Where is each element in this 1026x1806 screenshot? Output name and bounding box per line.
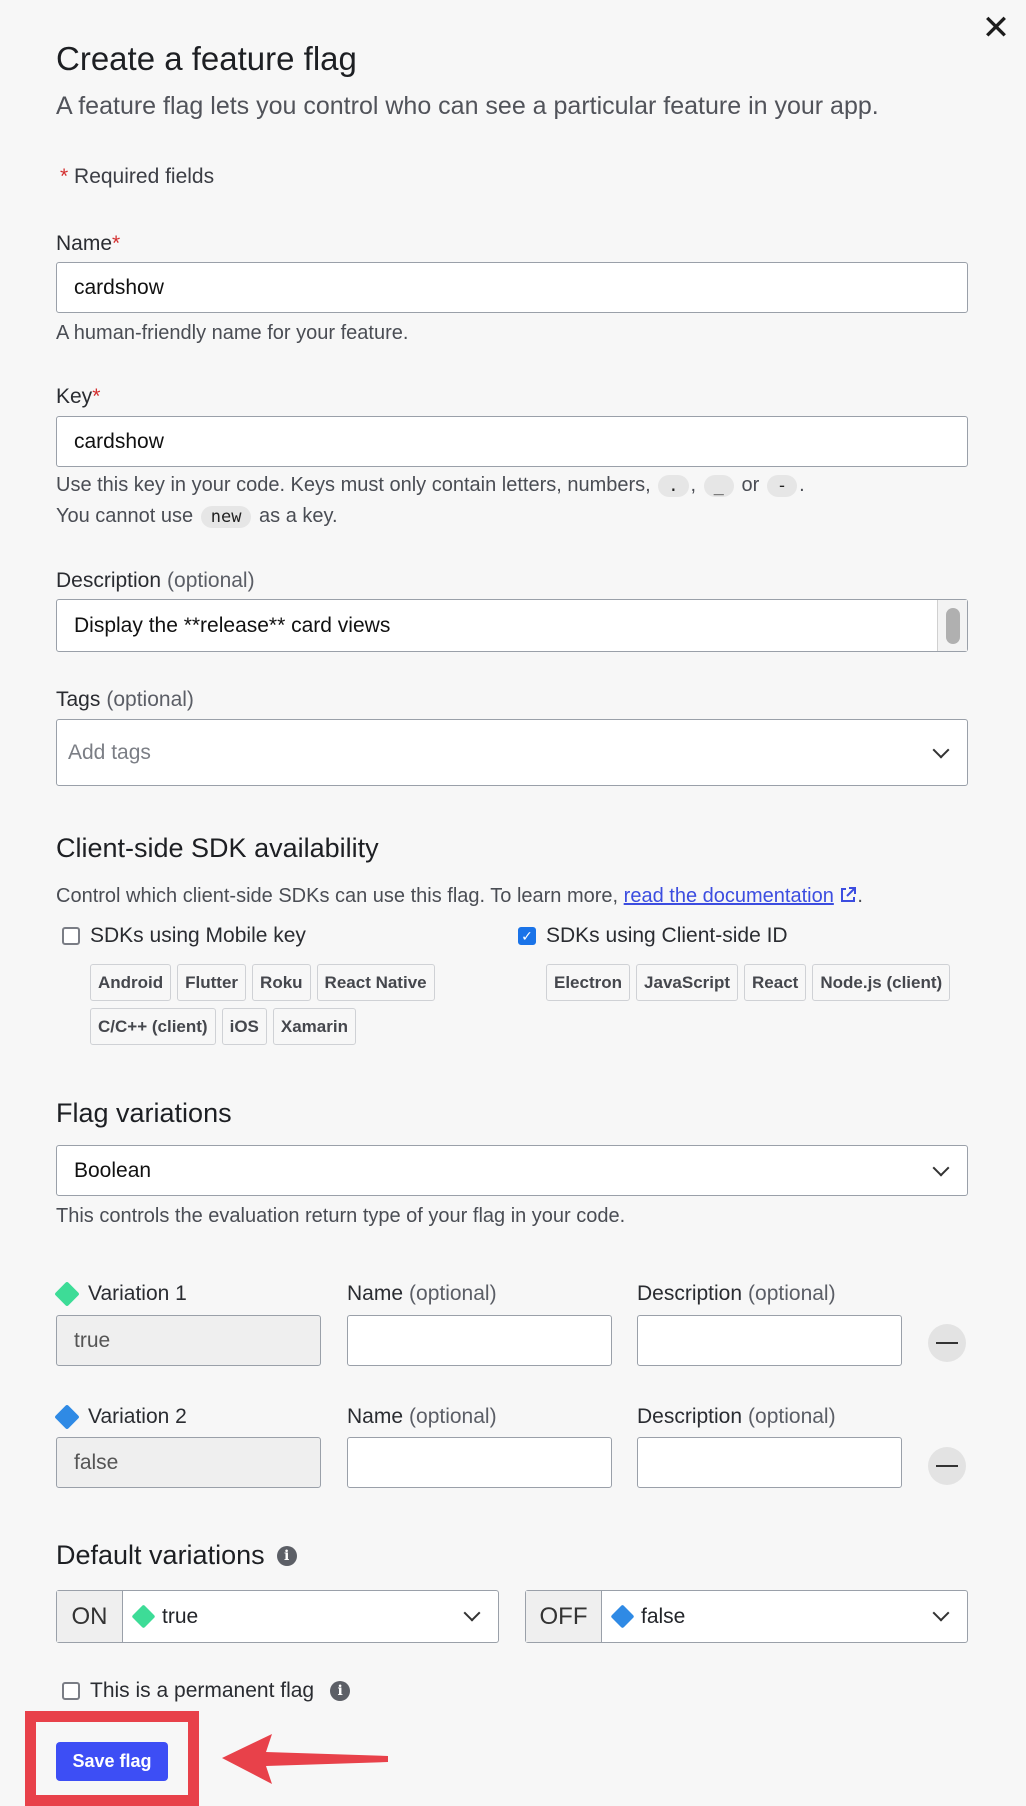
key-help-comma: , — [690, 474, 697, 496]
name-required-star: * — [112, 232, 121, 255]
optional-text: (optional) — [748, 1405, 836, 1428]
key-help2-prefix: You cannot use — [56, 505, 194, 527]
optional-text: (optional) — [748, 1282, 836, 1305]
name-input[interactable] — [56, 262, 968, 313]
variation-2-label: Variation 2 — [88, 1405, 187, 1428]
remove-variation-2-button[interactable] — [928, 1447, 966, 1485]
key-help-2 — [56, 505, 338, 528]
variation-2-name-label — [347, 1405, 497, 1429]
tags-label-text: Tags — [56, 688, 101, 711]
sdk-help — [56, 885, 863, 908]
annotation-arrow-icon — [220, 1730, 390, 1790]
sdk-chip: Roku — [252, 964, 311, 1001]
sdk-chip: iOS — [222, 1008, 267, 1045]
variation-type-value: Boolean — [74, 1158, 152, 1182]
off-prefix: OFF — [526, 1591, 602, 1642]
documentation-link[interactable]: read the documentation — [623, 885, 834, 907]
client-sdk-chips — [546, 964, 986, 1001]
name-label-text: Name — [347, 1282, 404, 1305]
variation-2-value-text: false — [74, 1450, 119, 1474]
sdk-section-title: Client-side SDK availability — [56, 833, 379, 863]
minus-icon — [936, 1342, 958, 1344]
mobile-sdk-chips — [90, 964, 490, 1045]
optional-text: (optional) — [409, 1405, 497, 1428]
name-input-value: cardshow — [74, 275, 164, 299]
sdk-chip: Xamarin — [273, 1008, 356, 1045]
variation-1-desc-label — [637, 1282, 836, 1306]
key-label-text: Key — [56, 385, 93, 408]
desc-label-text: Description — [637, 1405, 743, 1428]
on-prefix: ON — [57, 1591, 123, 1642]
mobile-sdk-checkbox[interactable] — [62, 927, 80, 945]
sdk-help-text: Control which client-side SDKs can use this flag. To learn more, — [56, 885, 619, 907]
chevron-down-icon — [464, 1605, 481, 1622]
client-sdk-option[interactable] — [518, 924, 788, 948]
sdk-chip: C/C++ (client) — [90, 1008, 216, 1045]
sdk-chip: Flutter — [177, 964, 246, 1001]
variation-2-header — [58, 1405, 187, 1429]
key-help2-suffix: as a key. — [259, 505, 338, 527]
name-help: A human-friendly name for your feature. — [56, 322, 409, 344]
code-dash: - — [767, 475, 797, 497]
permanent-flag-option[interactable] — [62, 1679, 350, 1703]
true-diamond-icon — [131, 1604, 155, 1628]
optional-text: (optional) — [409, 1282, 497, 1305]
external-link-icon — [839, 886, 857, 904]
sdk-chip: Node.js (client) — [812, 964, 950, 1001]
sdk-chip: Electron — [546, 964, 630, 1001]
sdk-chip: React Native — [317, 964, 435, 1001]
tags-label — [56, 688, 194, 712]
sdk-chip: React — [744, 964, 806, 1001]
key-input[interactable] — [56, 416, 968, 467]
code-dot: . — [658, 475, 688, 497]
chevron-down-icon — [933, 1605, 950, 1622]
variation-1-header — [58, 1282, 187, 1306]
close-button[interactable] — [978, 10, 1014, 46]
permanent-flag-checkbox[interactable] — [62, 1682, 80, 1700]
key-help — [56, 474, 805, 497]
description-label — [56, 569, 255, 593]
sdk-chip: Android — [90, 964, 171, 1001]
name-label-text: Name — [347, 1405, 404, 1428]
client-sdk-checkbox[interactable]: ✓ — [518, 927, 536, 945]
default-off-select[interactable] — [525, 1590, 968, 1643]
description-label-text: Description — [56, 569, 162, 592]
false-diamond-icon — [610, 1604, 634, 1628]
required-star: * — [60, 165, 69, 188]
page-title: Create a feature flag — [56, 40, 357, 77]
key-help-or: or — [741, 474, 760, 496]
minus-icon — [936, 1465, 958, 1467]
name-label-text: Name — [56, 232, 113, 255]
variation-2-name-input[interactable] — [347, 1437, 612, 1488]
code-underscore: _ — [704, 475, 734, 497]
tags-select[interactable] — [56, 719, 968, 786]
description-scrollbar[interactable] — [937, 600, 967, 651]
tags-optional: (optional) — [106, 688, 194, 711]
variation-type-select[interactable] — [56, 1145, 968, 1196]
info-icon[interactable]: i — [330, 1681, 350, 1701]
required-note-text: Required fields — [74, 165, 215, 188]
client-sdk-label: SDKs using Client-side ID — [546, 924, 788, 947]
variation-2-desc-label — [637, 1405, 836, 1429]
default-on-value — [123, 1591, 498, 1642]
variation-1-name-input[interactable] — [347, 1315, 612, 1366]
key-required-star: * — [92, 385, 101, 408]
code-new: new — [201, 506, 252, 528]
variation-1-description-input[interactable] — [637, 1315, 902, 1366]
description-optional: (optional) — [167, 569, 255, 592]
variation-type-help: This controls the evaluation return type of your flag in your code. — [56, 1205, 626, 1227]
desc-label-text: Description — [637, 1282, 743, 1305]
variation-1-label: Variation 1 — [88, 1282, 187, 1305]
mobile-sdk-label: SDKs using Mobile key — [90, 924, 306, 947]
key-label — [56, 385, 100, 409]
variations-section-title: Flag variations — [56, 1098, 232, 1128]
description-value: Display the **release** card views — [74, 613, 391, 637]
page-subtitle: A feature flag lets you control who can see a particular feature in your app. — [56, 92, 879, 120]
tags-placeholder: Add tags — [68, 740, 151, 764]
variation-1-diamond-icon — [54, 1281, 79, 1306]
default-off-value — [602, 1591, 967, 1642]
variation-1-name-label — [347, 1282, 497, 1306]
chevron-down-icon — [933, 1160, 950, 1177]
description-textarea[interactable] — [56, 599, 968, 652]
variation-1-value-text: true — [74, 1328, 111, 1352]
default-on-select[interactable] — [56, 1590, 499, 1643]
required-note — [60, 165, 214, 189]
permanent-flag-label: This is a permanent flag — [90, 1679, 315, 1702]
key-input-value: cardshow — [74, 429, 164, 453]
name-label — [56, 232, 120, 256]
sdk-chip: JavaScript — [636, 964, 738, 1001]
variation-2-description-input[interactable] — [637, 1437, 902, 1488]
close-icon: ✕ — [981, 9, 1011, 47]
info-icon[interactable]: i — [277, 1546, 297, 1566]
sdk-help-suffix: . — [857, 885, 863, 907]
defaults-section-title: Default variations — [56, 1540, 265, 1570]
defaults-header — [56, 1540, 297, 1571]
key-help-period: . — [799, 474, 805, 496]
variation-2-diamond-icon — [54, 1404, 79, 1429]
default-off-value-text: false — [641, 1604, 686, 1628]
mobile-sdk-option[interactable] — [62, 924, 306, 948]
variation-2-value — [56, 1437, 321, 1488]
key-help-text: Use this key in your code. Keys must only contain letters, numbers, — [56, 474, 651, 496]
default-on-value-text: true — [162, 1604, 199, 1628]
scrollbar-thumb[interactable] — [946, 608, 960, 644]
remove-variation-1-button[interactable] — [928, 1324, 966, 1362]
chevron-down-icon — [933, 742, 950, 759]
save-flag-button[interactable]: Save flag — [56, 1742, 168, 1781]
variation-1-value — [56, 1315, 321, 1366]
